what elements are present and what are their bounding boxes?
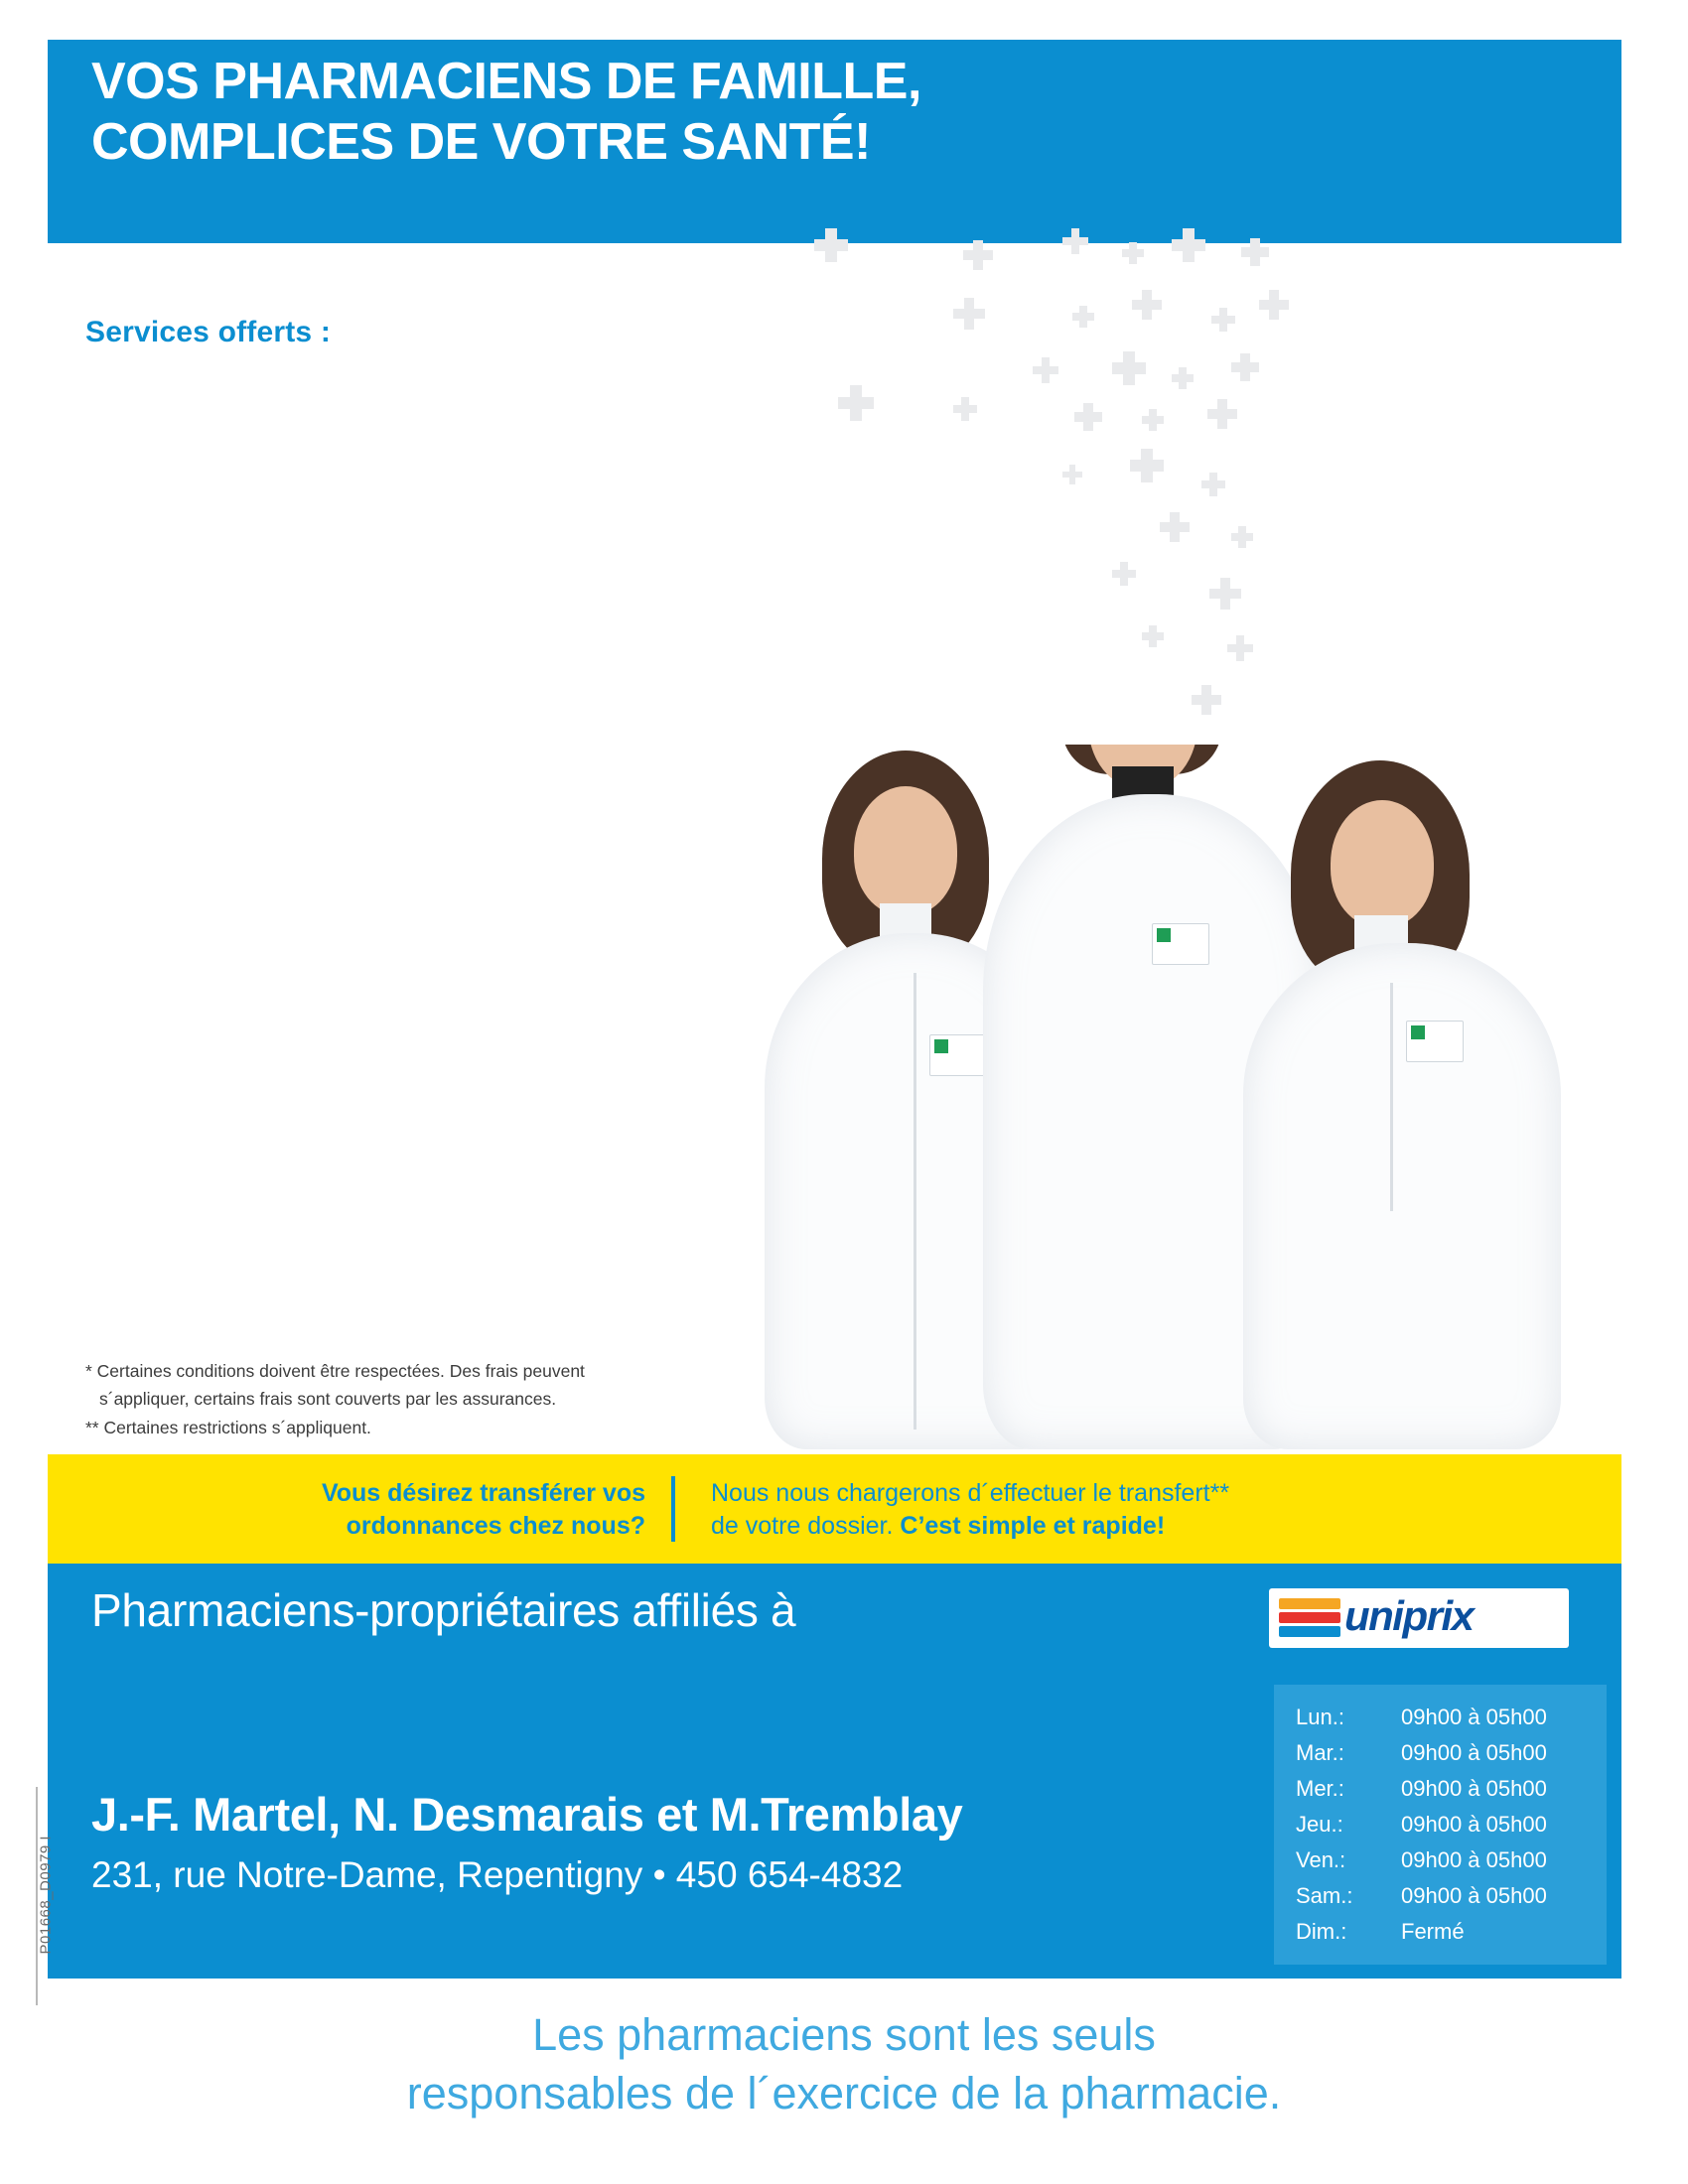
- legal-disclaimer-line-1: Les pharmaciens sont les seuls: [532, 2009, 1156, 2060]
- hours-row: [1296, 1847, 1594, 1880]
- coat-zipper: [1390, 983, 1393, 1211]
- plus-icon: [1130, 449, 1164, 482]
- hours-value: 09h00 à 05h00: [1401, 1740, 1547, 1765]
- document-reference-code: P01668_D0979 I: [37, 1835, 55, 1955]
- uniprix-bar-red: [1279, 1612, 1340, 1623]
- hours-day-label: Jeu.:: [1296, 1812, 1343, 1837]
- plus-icon: [1211, 308, 1235, 332]
- transfer-answer-line-1: Nous nous chargerons d´effectuer le transfert**: [711, 1479, 1230, 1507]
- plus-icon: [1142, 409, 1164, 431]
- lab-coat: [1243, 943, 1561, 1449]
- hours-value: Fermé: [1401, 1919, 1465, 1944]
- hours-day-label: Sam.:: [1296, 1883, 1353, 1908]
- plus-icon: [1062, 465, 1082, 484]
- uniprix-logo: [1269, 1588, 1569, 1648]
- transfer-answer-plain: de votre dossier.: [711, 1512, 901, 1540]
- face-shape: [854, 786, 957, 915]
- plus-icon: [1201, 473, 1225, 496]
- footnote-line-3: ** Certaines restrictions s´appliquent.: [85, 1417, 371, 1437]
- name-badge: [1406, 1021, 1464, 1062]
- hours-row: [1296, 1919, 1594, 1952]
- plus-icon: [1122, 242, 1144, 264]
- footnotes: [85, 1358, 761, 1442]
- plus-icon: [1231, 526, 1253, 548]
- hours-row: [1296, 1812, 1594, 1844]
- plus-icon: [1259, 290, 1289, 320]
- transfer-question-line-2: ordonnances chez nous?: [346, 1512, 645, 1540]
- services-offered-label: Services offerts :: [85, 316, 332, 348]
- page-title-line-1: VOS PHARMACIENS DE FAMILLE,: [91, 53, 921, 110]
- plus-icon: [1074, 403, 1102, 431]
- face-shape: [1331, 800, 1434, 927]
- plus-icon: [1033, 357, 1058, 383]
- legal-disclaimer: [89, 2005, 1599, 2123]
- hours-day-label: Mer.:: [1296, 1776, 1344, 1801]
- transfer-question-line-1: Vous désirez transférer vos: [321, 1479, 645, 1507]
- transfer-answer: [711, 1477, 1525, 1543]
- plus-icon: [953, 298, 985, 330]
- hours-row: [1296, 1776, 1594, 1809]
- transfer-divider: [671, 1476, 675, 1542]
- name-badge: [1152, 923, 1209, 965]
- plus-icon: [1172, 367, 1194, 389]
- uniprix-bar-blue: [1279, 1626, 1340, 1637]
- hours-value: 09h00 à 05h00: [1401, 1883, 1547, 1908]
- page-title: [91, 52, 1481, 174]
- plus-icon: [1192, 685, 1221, 715]
- hours-day-label: Lun.:: [1296, 1705, 1344, 1729]
- opening-hours-table: [1274, 1685, 1607, 1965]
- plus-icon: [1207, 399, 1237, 429]
- hours-day-label: Mar.:: [1296, 1740, 1344, 1765]
- uniprix-bar-orange: [1279, 1598, 1340, 1609]
- plus-icon: [838, 385, 874, 421]
- pharmacists-photo: [735, 745, 1589, 1449]
- hours-row: [1296, 1883, 1594, 1916]
- hours-value: 09h00 à 05h00: [1401, 1847, 1547, 1872]
- hours-value: 09h00 à 05h00: [1401, 1812, 1547, 1837]
- cross-pattern-decoration: [814, 228, 1609, 764]
- plus-icon: [1231, 353, 1259, 381]
- transfer-question: [169, 1477, 645, 1543]
- hours-value: 09h00 à 05h00: [1401, 1776, 1547, 1801]
- hours-value: 09h00 à 05h00: [1401, 1705, 1547, 1729]
- hours-day-label: Ven.:: [1296, 1847, 1346, 1872]
- plus-icon: [953, 397, 977, 421]
- footnote-line-2: s´appliquer, certains frais sont couverts par les assurances.: [99, 1389, 557, 1410]
- coat-zipper: [914, 973, 916, 1430]
- plus-icon: [1160, 512, 1190, 542]
- plus-icon: [1132, 290, 1162, 320]
- hours-row: [1296, 1705, 1594, 1737]
- pharmacy-address: 231, rue Notre-Dame, Repentigny • 450 654-4832: [91, 1854, 904, 1895]
- affiliation-text: Pharmaciens-propriétaires affiliés à: [91, 1584, 796, 1636]
- pharmacy-owners: J.-F. Martel, N. Desmarais et M.Tremblay: [91, 1788, 963, 1841]
- plus-icon: [1112, 351, 1146, 385]
- hours-row: [1296, 1740, 1594, 1773]
- plus-icon: [1209, 578, 1241, 610]
- name-badge: [929, 1034, 989, 1076]
- uniprix-wordmark: uniprix: [1344, 1592, 1474, 1639]
- uniprix-bars-icon: [1279, 1598, 1340, 1638]
- hours-day-label: Dim.:: [1296, 1919, 1347, 1944]
- transfer-answer-bold: C’est simple et rapide!: [900, 1512, 1166, 1540]
- plus-icon: [963, 240, 993, 270]
- plus-icon: [1112, 562, 1136, 586]
- transfer-answer-line-2: [711, 1510, 1525, 1543]
- plus-icon: [1227, 635, 1253, 661]
- footnote-line-1: * Certaines conditions doivent être respectées. Des frais peuvent: [85, 1361, 585, 1381]
- page-title-line-2: COMPLICES DE VOTRE SANTÉ!: [91, 113, 871, 172]
- plus-icon: [1142, 625, 1164, 647]
- legal-disclaimer-line-2: responsables de l´exercice de la pharmacie.: [406, 2068, 1282, 2119]
- plus-icon: [1072, 306, 1094, 328]
